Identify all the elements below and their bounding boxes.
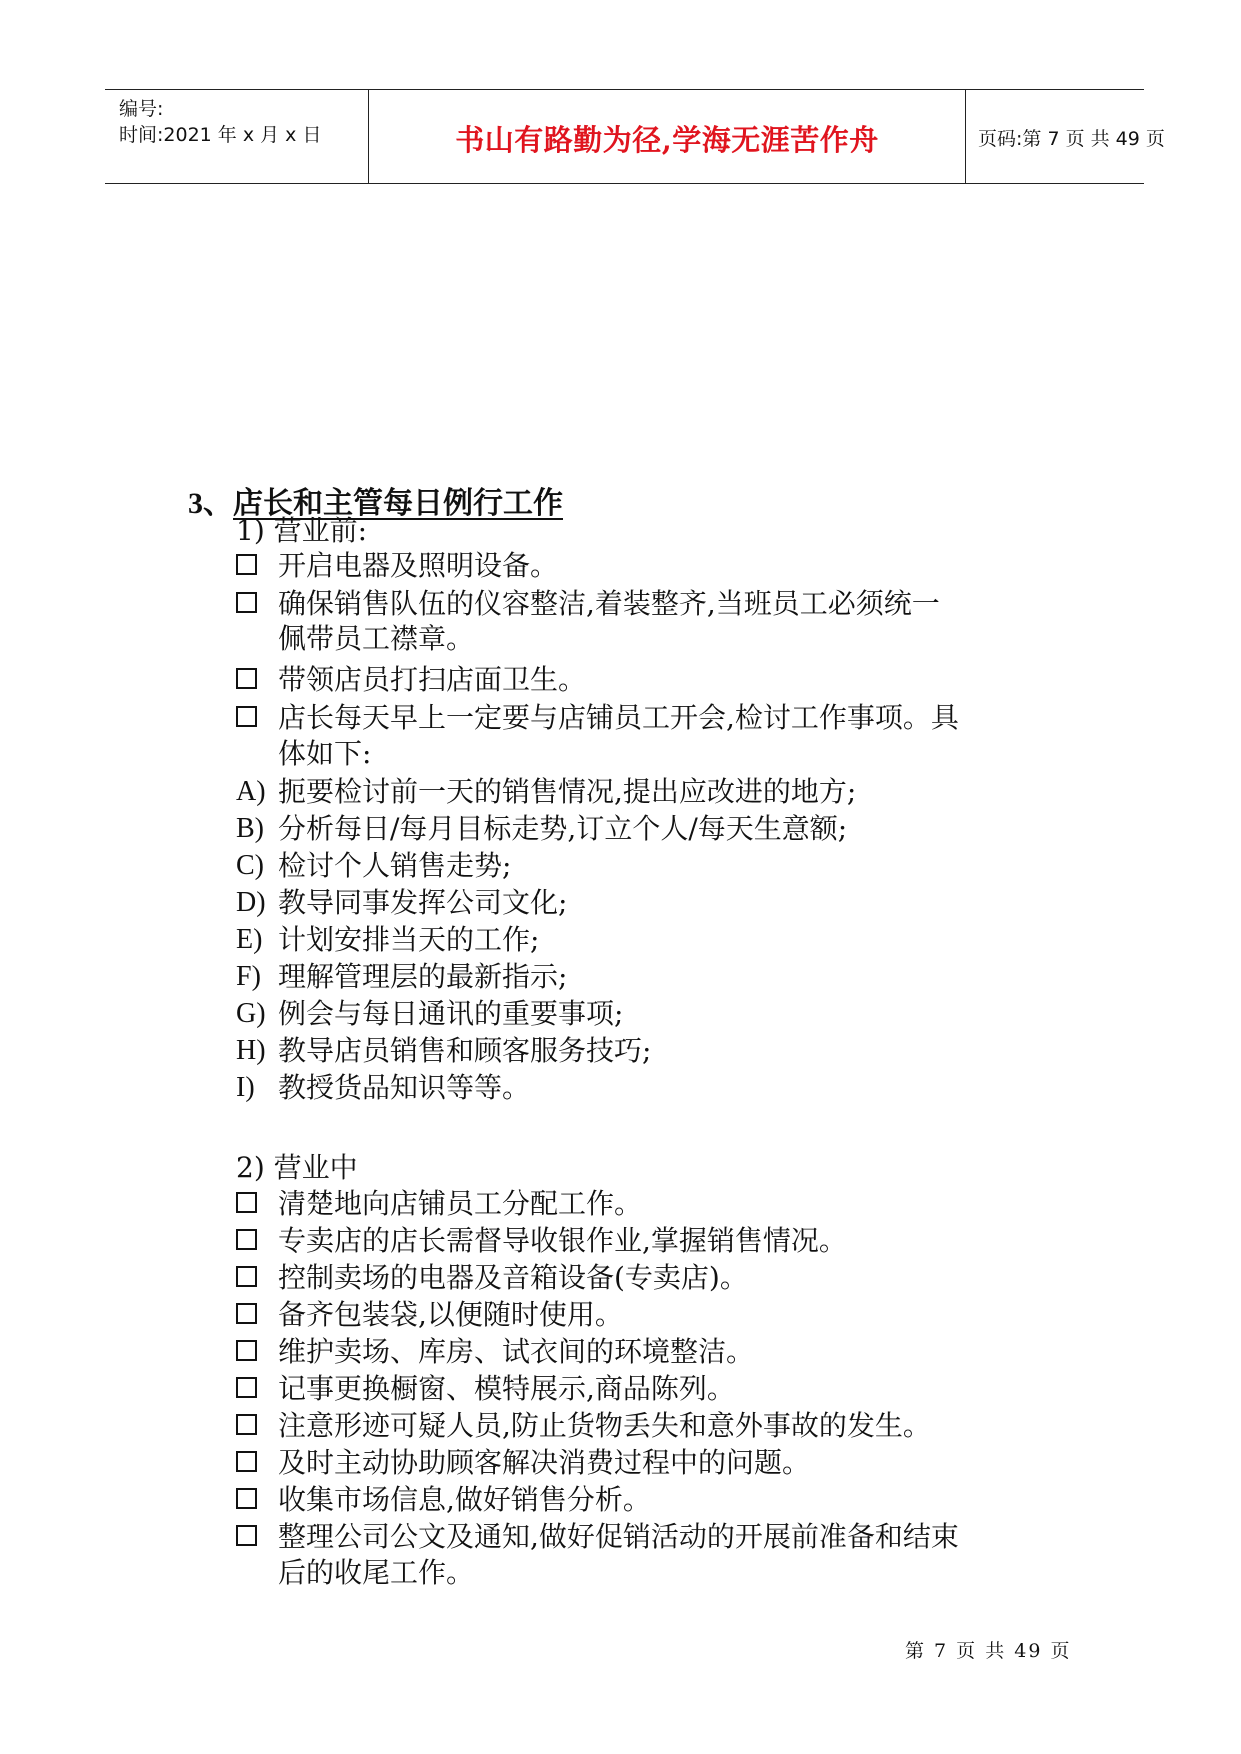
checkbox-icon xyxy=(236,1377,257,1398)
part2-check-item: 整理公司公文及通知,做好促销活动的开展前准备和结束 xyxy=(278,1520,959,1553)
meeting-item-label: C) xyxy=(236,850,264,881)
checkbox-icon xyxy=(236,1266,257,1287)
checkbox-icon xyxy=(236,554,257,575)
checkbox-icon xyxy=(236,1414,257,1435)
checkbox-icon xyxy=(236,668,257,689)
meeting-item-text: 分析每日/每月目标走势,订立个人/每天生意额; xyxy=(278,812,848,845)
part2-check-item: 收集市场信息,做好销售分析。 xyxy=(278,1483,651,1516)
part2-check-item: 维护卖场、库房、试衣间的环境整洁。 xyxy=(278,1335,755,1368)
checkbox-icon xyxy=(236,1488,257,1509)
meeting-item-text: 扼要检讨前一天的销售情况,提出应改进的地方; xyxy=(278,775,857,808)
checkbox-icon xyxy=(236,1525,257,1546)
checkbox-icon xyxy=(236,1340,257,1361)
checkbox-icon xyxy=(236,1229,257,1250)
page-footer: 第 7 页 共 49 页 xyxy=(905,1640,1072,1662)
meeting-item-label: F) xyxy=(236,961,261,992)
header-page-cell xyxy=(966,90,1165,183)
part2-check-item: 专卖店的店长需督导收银作业,掌握销售情况。 xyxy=(278,1224,847,1257)
meeting-item-label: B) xyxy=(236,813,264,844)
part2-check-item: 备齐包装袋,以便随时使用。 xyxy=(278,1298,623,1331)
meeting-item-label: I) xyxy=(236,1072,255,1103)
section-title-text: 店长和主管每日例行工作 xyxy=(233,486,563,521)
meeting-item-label: H) xyxy=(236,1035,266,1066)
part1-check-item-continuation: 佩带员工襟章。 xyxy=(278,622,475,655)
page-header xyxy=(105,89,1165,184)
meeting-item-text: 检讨个人销售走势; xyxy=(278,849,512,882)
header-page-info: 页码:第 7 页 共 49 页 xyxy=(978,128,1165,150)
part1-heading: 1) 营业前: xyxy=(236,514,368,547)
header-motto-cell xyxy=(369,90,966,183)
part1-check-item: 店长每天早上一定要与店铺员工开会,检讨工作事项。具 xyxy=(278,701,959,734)
part2-check-item: 清楚地向店铺员工分配工作。 xyxy=(278,1187,643,1220)
part1-check-item: 确保销售队伍的仪容整洁,着装整齐,当班员工必须统一 xyxy=(278,587,940,620)
part1-check-item: 带领店员打扫店面卫生。 xyxy=(278,663,587,696)
part2-check-item: 控制卖场的电器及音箱设备(专卖店)。 xyxy=(278,1261,748,1294)
meeting-item-text: 理解管理层的最新指示; xyxy=(278,960,568,993)
document-number-label: 编号: xyxy=(119,98,164,120)
meeting-item-label: D) xyxy=(236,887,266,918)
meeting-item-label: A) xyxy=(236,776,266,807)
part2-check-item: 注意形迹可疑人员,防止货物丢失和意外事故的发生。 xyxy=(278,1409,931,1442)
checkbox-icon xyxy=(236,1451,257,1472)
meeting-item-text: 教导同事发挥公司文化; xyxy=(278,886,568,919)
header-meta-cell xyxy=(105,90,369,183)
meeting-item-text: 计划安排当天的工作; xyxy=(278,923,540,956)
checkbox-icon xyxy=(236,592,257,613)
document-date: 时间:2021 年 x 月 x 日 xyxy=(119,124,322,146)
part2-heading: 2) 营业中 xyxy=(236,1151,358,1184)
part2-check-item-continuation: 后的收尾工作。 xyxy=(278,1556,475,1589)
part1-check-item: 开启电器及照明设备。 xyxy=(278,549,559,582)
checkbox-icon xyxy=(236,1192,257,1213)
meeting-item-text: 教授货品知识等等。 xyxy=(278,1071,531,1104)
meeting-item-label: G) xyxy=(236,998,266,1029)
header-motto: 书山有路勤为径,学海无涯苦作舟 xyxy=(455,123,879,157)
part2-check-item: 记事更换橱窗、模特展示,商品陈列。 xyxy=(278,1372,735,1405)
meeting-item-text: 例会与每日通讯的重要事项; xyxy=(278,997,624,1030)
meeting-item-text: 教导店员销售和顾客服务技巧; xyxy=(278,1034,652,1067)
meeting-item-label: E) xyxy=(236,924,263,955)
checkbox-icon xyxy=(236,706,257,727)
part2-check-item: 及时主动协助顾客解决消费过程中的问题。 xyxy=(278,1446,811,1479)
part1-check-item-continuation: 体如下: xyxy=(278,737,372,770)
checkbox-icon xyxy=(236,1303,257,1324)
section-number: 3、 xyxy=(188,487,233,520)
